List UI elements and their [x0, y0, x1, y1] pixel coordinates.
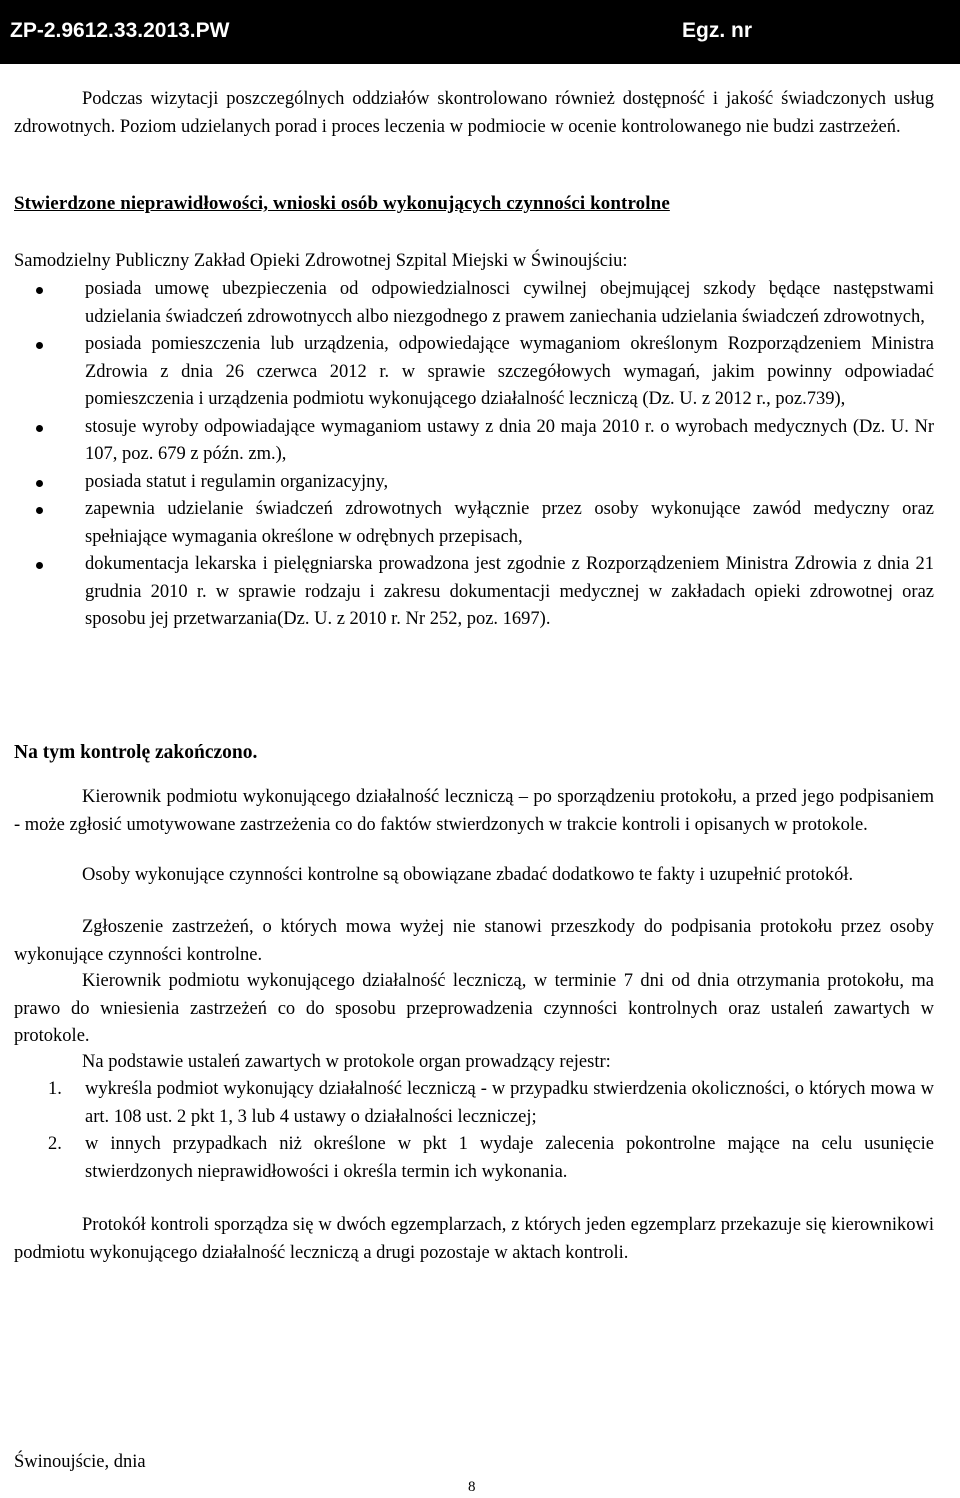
page-number: 8: [468, 1479, 476, 1495]
bullet-icon: [36, 562, 43, 569]
list-item: dokumentacja lekarska i pielęgniarska prowadzona jest zgodnie z Rozporządzeniem Ministra Zdrowia z dnia 21 grudnia 2010 r. w sprawie rodzaju i zakresu dokumentacji medycznej w zakładach opieki zdrowotnej oraz sposobu jej przetwarzania(Dz. U. z 2010 r. Nr 252, poz. 1697).: [14, 551, 934, 634]
bullet-icon: [36, 287, 43, 294]
list-item: posiada umowę ubezpieczenia od odpowiedzialnosci cywilnej obejmującej szkody będące następstwami udzielania świadczeń zdrowotnycch albo niezgodnego z prawem zaniechania udzielania świadczeń zdrowotnych,: [14, 276, 934, 331]
paragraph-registry-intro: Na podstawie ustaleń zawartych w protokole organ prowadzący rejestr:: [82, 1052, 611, 1072]
paragraph-objections: Kierownik podmiotu wykonującego działalność leczniczą – po sporządzeniu protokołu, a przed jego podpisaniem - może zgłosić umotywowane zastrzeżenia co do faktów stwierdzonych w trakcie kontroli i opisanych w protokole.: [14, 787, 934, 835]
place-date: Świnoujście, dnia: [14, 1452, 146, 1472]
bullet-icon: [36, 425, 43, 432]
list-item: 2. w innych przypadkach niż określone w pkt 1 wydaje zalecenia pokontrolne mające na celu usunięcie stwierdzonych nieprawidłowości i określa termin ich wykonania.: [48, 1134, 934, 1182]
closing-heading: Na tym kontrolę zakończono.: [14, 742, 258, 763]
final-paragraph: Protokół kontroli sporządza się w dwóch egzemplarzach, z których jeden egzemplarz przekazuje się kierownikowi podmiotu wykonującego działalność leczniczą a drugi pozostaje w aktach kontroli.: [14, 1215, 934, 1263]
copy-number-label: Egz. nr: [682, 19, 753, 42]
intro-paragraph: Podczas wizytacji poszczególnych oddziałów skontrolowano również dostępność i jakość świadczonych usług zdrowotnych. Poziom udzielanych porad i proces leczenia w podmiocie w ocenie kontrolowanego nie budzi zastrzeżeń.: [14, 89, 934, 137]
bullet-icon: [36, 480, 43, 487]
list-item: posiada pomieszczenia lub urządzenia, odpowiedające wymaganiom określonym Rozporządzeniem Ministra Zdrowia z dnia 26 czerwca 2012 r. w sprawie szczegółowych wymagań, jakim powinny odpowiadać pomieszczenia i urządzenia podmiotu wykonującego działalność leczniczą (Dz. U. z 2012 r., poz.739),: [14, 331, 934, 414]
paragraph-submission: Zgłoszenie zastrzeżeń, o których mowa wyżej nie stanowi przeszkody do podpisania protokołu przez osoby wykonujące czynności kontrolne.: [14, 917, 934, 965]
header-bar: [0, 0, 960, 64]
list-item: zapewnia udzielanie świadczeń zdrowotnych wyłącznie przez osoby wykonujące zawód medyczny oraz spełniające wymagania określone w odrębnych przepisach,: [14, 496, 934, 551]
case-number: ZP-2.9612.33.2013.PW: [10, 19, 230, 42]
registry-actions-list: [14, 1076, 934, 1186]
list-item: stosuje wyroby odpowiadające wymaganiom ustawy z dnia 20 maja 2010 r. o wyrobach medycznych (Dz. U. Nr 107, poz. 679 z późn. zm.),: [14, 414, 934, 469]
list-item: posiada statut i regulamin organizacyjny,: [14, 469, 934, 497]
list-item: 1. wykreśla podmiot wykonujący działalność leczniczą - w przypadku stwierdzenia okoliczności, o których mowa w art. 108 ust. 2 pkt 1, 3 lub 4 ustawy o działalności leczniczej;: [48, 1079, 934, 1127]
findings-list: [14, 276, 934, 634]
paragraph-inspectors-duty: Osoby wykonujące czynności kontrolne są obowiązane zbadać dodatkowo te fakty i uzupełnić protokół.: [82, 865, 854, 885]
paragraph-deadline: Kierownik podmiotu wykonującego działalność leczniczą, w terminie 7 dni od dnia otrzymania protokołu, ma prawo do wniesienia zastrzeżeń co do sposobu przeprowadzenia czynności kontrolnych oraz ustaleń zawartych w protokole.: [14, 971, 934, 1046]
section-heading: Stwierdzone nieprawidłowości, wnioski osób wykonujących czynności kontrolne: [14, 193, 670, 214]
facility-name: Samodzielny Publiczny Zakład Opieki Zdrowotnej Szpital Miejski w Świnoujściu:: [14, 251, 628, 271]
bullet-icon: [36, 507, 43, 514]
bullet-icon: [36, 342, 43, 349]
